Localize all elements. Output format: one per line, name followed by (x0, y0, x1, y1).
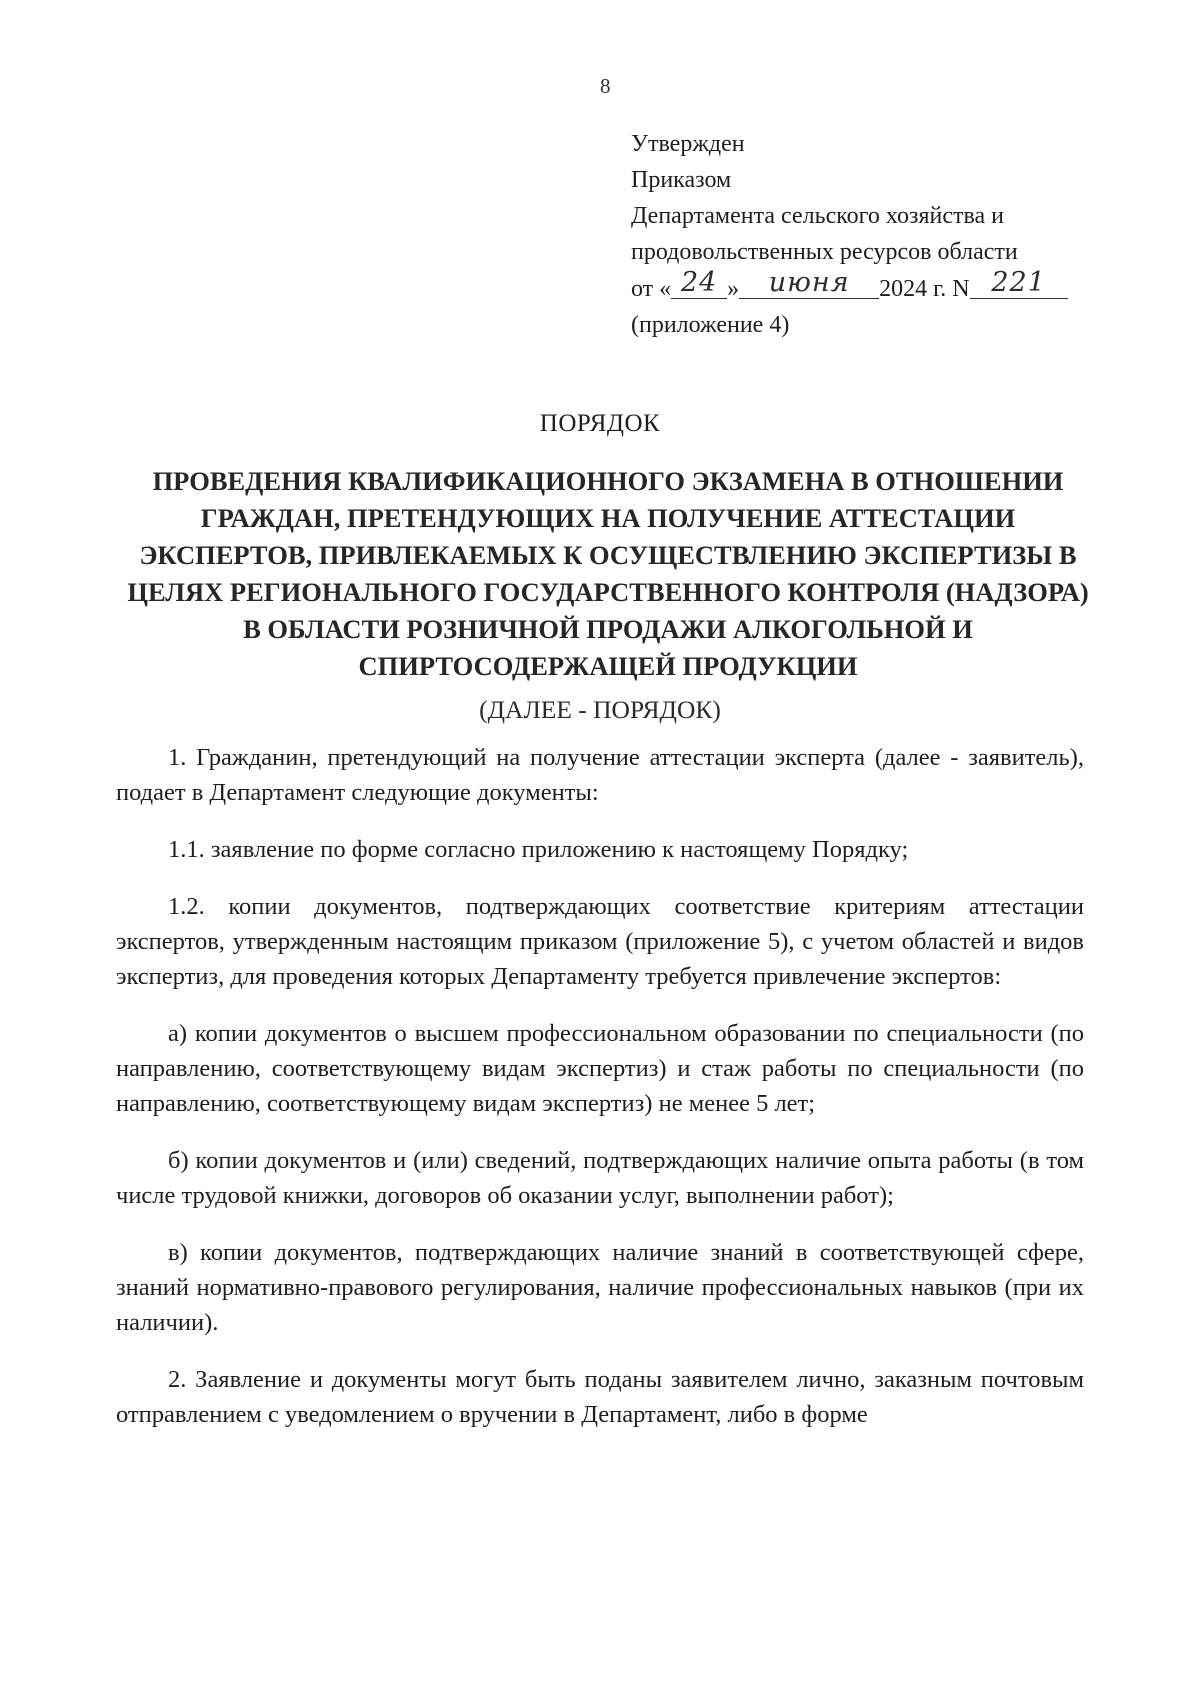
date-prefix: от « (631, 276, 672, 302)
paragraph-1-1: 1.1. заявление по форме согласно приложению к настоящему Порядку; (168, 836, 909, 863)
order-number-field (970, 267, 1068, 299)
document-title-sub: (ДАЛЕЕ - ПОРЯДОК) (479, 695, 721, 724)
order-number-handwritten: 221 (991, 267, 1046, 298)
approval-block (631, 126, 1111, 343)
date-day-field (671, 267, 727, 299)
approval-line-resources: продовольственных ресурсов области (631, 239, 1018, 265)
date-year: 2024 г. N (879, 276, 970, 302)
paragraph-1: 1. Гражданин, претендующий на получение аттестации эксперта (далее - заявитель), подает в Департамент следующие документы: (116, 744, 1084, 806)
approval-appendix: (приложение 4) (631, 312, 790, 338)
date-quote-close: » (727, 276, 740, 302)
paragraph-1-2: 1.2. копии документов, подтверждающих соответствие критериям аттестации экспертов, утвержденным настоящим приказом (приложение 5), с учетом областей и видов экспертиз, для проведения которых Департаменту требуется привлечение экспертов: (116, 893, 1084, 990)
document-title: ПРОВЕДЕНИЯ КВАЛИФИКАЦИОННОГО ЭКЗАМЕНА В ОТНОШЕНИИ ГРАЖДАН, ПРЕТЕНДУЮЩИХ НА ПОЛУЧЕНИЕ АТТЕСТАЦИИ ЭКСПЕРТОВ, ПРИВЛЕКАЕМЫХ К ОСУЩЕСТВЛЕНИЮ ЭКСПЕРТИЗЫ В ЦЕЛЯХ РЕГИОНАЛЬНОГО ГОСУДАРСТВЕННОГО КОНТРОЛЯ (НАДЗОРА) В ОБЛАСТИ РОЗНИЧНОЙ ПРОДАЖИ АЛКОГОЛЬНОЙ И СПИРТОСОДЕРЖАЩЕЙ ПРОДУКЦИИ (127, 466, 1089, 681)
paragraph-v: в) копии документов, подтверждающих наличие знаний в соответствующей сфере, знаний нормативно-правового регулирования, наличие профессиональных навыков (при их наличии). (116, 1239, 1084, 1336)
paragraph-a: а) копии документов о высшем профессиональном образовании по специальности (по направлению, соответствующему видам экспертиз) и стаж работы по специальности (по направлению, соответствующему видам экспертиз) не менее 5 лет; (116, 1020, 1084, 1117)
document-body (116, 740, 1084, 1454)
paragraph-2: 2. Заявление и документы могут быть поданы заявителем лично, заказным почтовым отправлением с уведомлением о вручении в Департамент, либо в форме (116, 1366, 1084, 1428)
document-heading: ПОРЯДОК (539, 410, 661, 437)
date-month-handwritten: июня (768, 267, 850, 298)
date-month-field (739, 267, 879, 299)
date-day-handwritten: 24 (680, 267, 718, 298)
approval-line-approved: Утвержден (631, 131, 745, 157)
approval-line-department: Департамента сельского хозяйства и (631, 203, 1005, 229)
approval-date-line (631, 267, 1111, 307)
page-number: 8 (600, 74, 611, 98)
approval-line-order: Приказом (631, 167, 732, 193)
paragraph-b: б) копии документов и (или) сведений, подтверждающих наличие опыта работы (в том числе трудовой книжки, договоров об оказании услуг, выполнении работ); (116, 1147, 1084, 1209)
